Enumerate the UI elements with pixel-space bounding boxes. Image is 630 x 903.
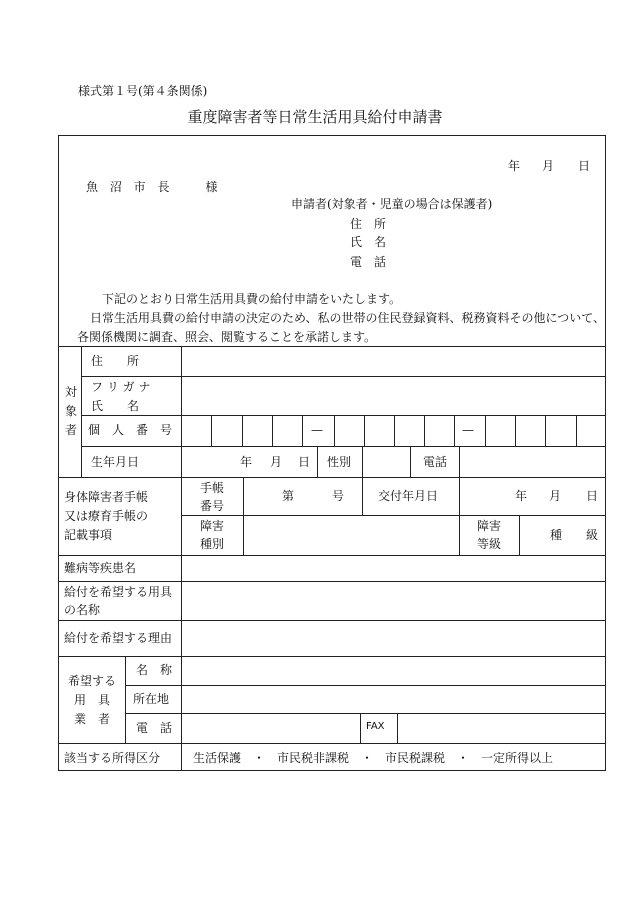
applicant-phone-label: 電 話	[350, 255, 387, 269]
vline-subject-group	[81, 346, 82, 477]
disease-label: 難病等疾患名	[64, 561, 137, 575]
birth-div	[362, 446, 363, 477]
line-subject-3	[81, 446, 606, 447]
form-number: 様式第１号(第４条関係)	[78, 84, 208, 98]
id-box-div	[515, 415, 516, 446]
vendor-group-2: 用 具	[74, 693, 111, 707]
vendor-div	[181, 656, 182, 743]
id-box-div	[424, 415, 425, 446]
line-vendor-2	[125, 713, 606, 714]
id-box-div	[394, 415, 395, 446]
income-div	[181, 743, 182, 771]
rows-div	[181, 555, 182, 656]
id-box-div	[211, 415, 212, 446]
id-box-div	[485, 415, 486, 446]
birth-day: 日	[298, 455, 311, 469]
id-dash-2: —	[462, 423, 474, 437]
birthdate-label: 生年月日	[91, 455, 140, 469]
birth-month: 月	[270, 455, 283, 469]
id-box-div	[242, 415, 243, 446]
id-box-div	[334, 415, 335, 446]
subject-id-number-label: 個 人 番 号	[88, 423, 173, 437]
date-year: 年	[508, 159, 521, 173]
vendor-div	[360, 713, 361, 743]
handbook-div	[243, 477, 244, 555]
handbook-number-label-2: 番号	[200, 499, 225, 513]
line-handbook-top	[58, 477, 606, 478]
applicant-address-label: 住 所	[350, 217, 387, 231]
line-subject-1	[81, 376, 606, 377]
birth-div	[459, 446, 460, 477]
subject-furigana-label: フ リ ガ ナ	[91, 380, 151, 394]
addressee: 魚 沼 市 長 様	[86, 180, 222, 194]
date-month: 月	[542, 159, 555, 173]
vendor-location-label: 所在地	[133, 692, 170, 706]
form-title: 重度障害者等日常生活用具給付申請書	[187, 108, 443, 126]
date-day: 日	[578, 159, 591, 173]
birth-div	[317, 446, 318, 477]
equipment-label-1: 給付を希望する用具	[64, 585, 173, 599]
issue-year: 年	[515, 489, 528, 503]
id-box-div	[272, 415, 273, 446]
income-label: 該当する所得区分	[64, 751, 161, 765]
statement-2: 日常生活用具費の給付申請の決定のため、私の世帯の住民登録資料、税務資料その他について、	[90, 311, 606, 325]
vendor-group-1: 希望する	[68, 674, 117, 688]
id-dash-1: —	[311, 423, 323, 437]
disability-grade-label-2: 等級	[477, 537, 502, 551]
vendor-group-3: 業 者	[74, 712, 111, 726]
subject-name-label: 氏 名	[91, 399, 140, 413]
subject-phone-label: 電話	[423, 455, 448, 469]
handbook-gou: 号	[332, 489, 345, 503]
vline-subject-label	[181, 346, 182, 477]
handbook-number-label-1: 手帳	[200, 481, 225, 495]
statement-3: 各関係機関に調査、照会、閲覧することを承諾します。	[77, 330, 377, 344]
birth-div	[410, 446, 411, 477]
subject-group-label-2: 象	[65, 404, 78, 418]
vendor-fax-label: FAX	[366, 721, 385, 732]
disability-type-label-2: 種別	[200, 537, 225, 551]
id-box-div	[545, 415, 546, 446]
issue-day: 日	[586, 489, 599, 503]
grade-kyu: 級	[586, 528, 599, 542]
sex-label: 性別	[327, 455, 352, 469]
statement-1: 下記のとおり日常生活用具費の給付申請をいたします。	[102, 292, 402, 306]
applicant-name-label: 氏 名	[350, 235, 387, 249]
line-subject-2	[81, 415, 606, 416]
line-disease-top	[58, 555, 606, 556]
vendor-div	[397, 713, 398, 743]
reason-label: 給付を希望する理由	[64, 631, 173, 645]
line-handbook-mid	[181, 515, 606, 516]
handbook-div	[459, 515, 460, 555]
handbook-label-3: 記載事項	[64, 528, 113, 542]
line-equip-top	[58, 581, 606, 582]
handbook-div	[459, 477, 460, 515]
subject-group-label-3: 者	[65, 423, 78, 437]
vendor-div	[125, 656, 126, 743]
line-vendor-1	[125, 685, 606, 686]
issue-date-label: 交付年月日	[378, 489, 439, 503]
handbook-div	[181, 477, 182, 555]
line-reason-top	[58, 620, 606, 621]
id-box-div	[454, 415, 455, 446]
vendor-phone-label: 電 話	[136, 721, 173, 735]
birth-year: 年	[240, 455, 253, 469]
handbook-dai: 第	[282, 489, 295, 503]
id-box-div	[576, 415, 577, 446]
applicant-label: 申請者(対象者・児童の場合は保護者)	[291, 197, 493, 211]
id-box-div	[302, 415, 303, 446]
income-options: 生活保護 ・ 市民税非課税 ・ 市民税課税 ・ 一定所得以上	[193, 751, 554, 765]
disability-grade-label-1: 障害	[477, 519, 502, 533]
handbook-label-1: 身体障害者手帳	[64, 490, 149, 504]
vendor-name-label: 名 称	[136, 663, 173, 677]
handbook-div	[362, 477, 363, 515]
line-income-top	[58, 743, 606, 744]
handbook-label-2: 又は療育手帳の	[64, 509, 149, 523]
line-subject-top	[58, 346, 606, 347]
id-box-div	[364, 415, 365, 446]
grade-shu: 種	[550, 528, 563, 542]
disability-type-label-1: 障害	[200, 519, 225, 533]
handbook-div	[519, 515, 520, 555]
line-vendor-top	[58, 656, 606, 657]
subject-address-label: 住 所	[91, 354, 140, 368]
subject-group-label-1: 対	[65, 385, 78, 399]
issue-month: 月	[549, 489, 562, 503]
equipment-label-2: の名称	[64, 603, 101, 617]
